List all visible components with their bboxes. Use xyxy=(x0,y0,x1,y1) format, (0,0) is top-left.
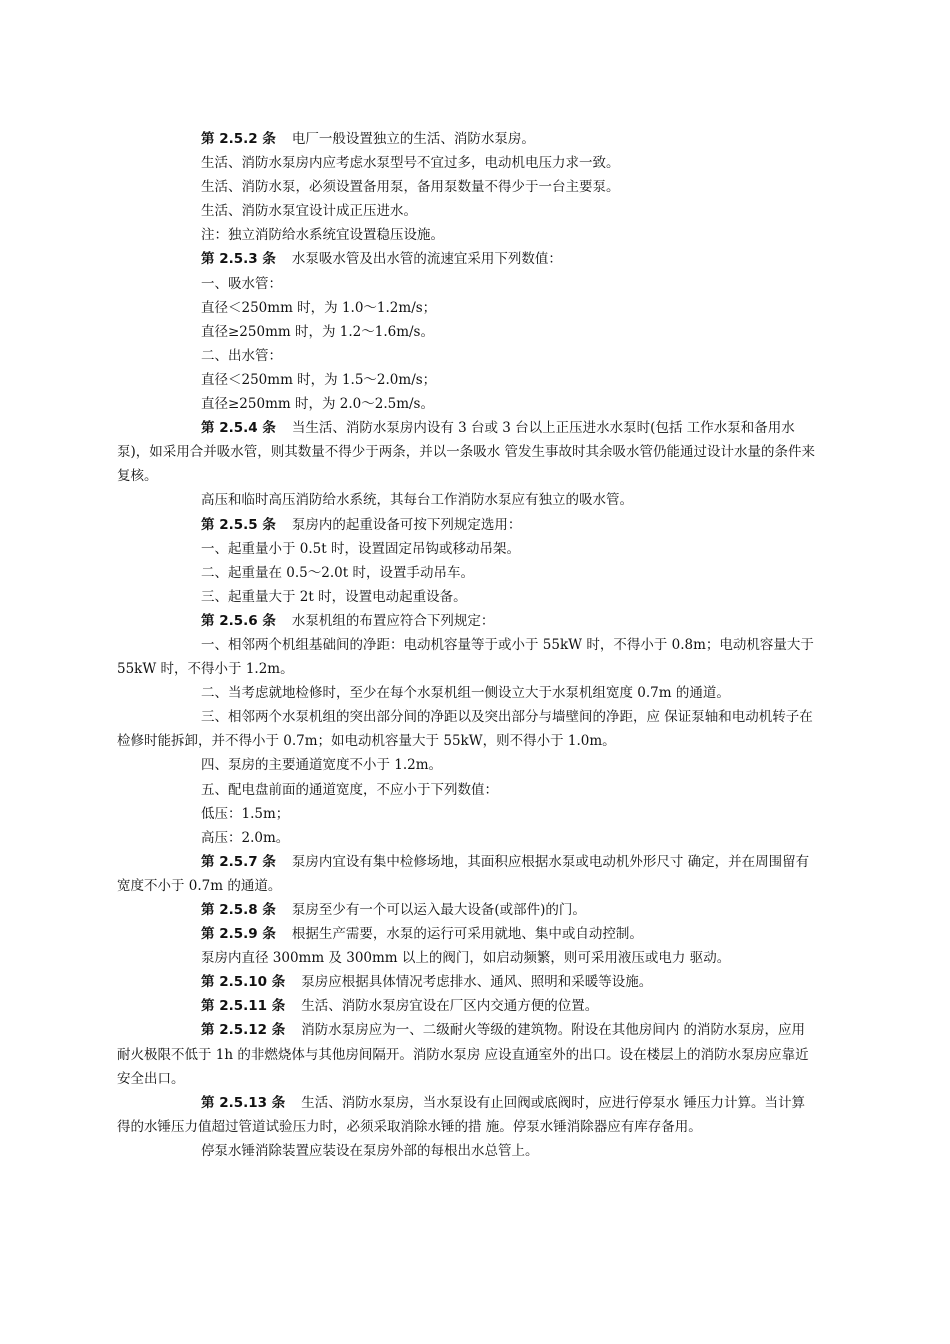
paragraph-text: 生活、消防水泵房，当水泵设有止回阀或底阀时，应进行停泵水 锤压力计算。当计算得的水锤压力值超过管道试验压力时，必须采取消除水锤的措 施。停泵水锤消除器应有库存备用。 xyxy=(117,1094,806,1135)
paragraph-text: 根据生产需要，水泵的运行可采用就地、集中或自动控制。 xyxy=(291,926,643,943)
clause-number: 第 2.5.7 条 xyxy=(201,853,276,870)
body-paragraph xyxy=(117,633,817,681)
paragraph-text: 四、泵房的主要通道宽度不小于 1.2m。 xyxy=(201,757,443,774)
paragraph-text: 一、相邻两个机组基础间的净距：电动机容量等于或小于 55kW 时，不得小于 0.8m；电动机容量大于 55kW 时，不得小于 1.2m。 xyxy=(117,636,814,678)
paragraph-text: 泵房至少有一个可以运入最大设备(或部件)的门。 xyxy=(291,902,586,918)
body-paragraph xyxy=(117,778,817,802)
paragraph-text: 水泵吸水管及出水管的流速宜采用下列数值： xyxy=(291,251,562,268)
paragraph-text: 电厂一般设置独立的生活、消防水泵房。 xyxy=(291,131,535,147)
clause-paragraph xyxy=(117,1091,817,1139)
paragraph-text: 直径＜250mm 时，为 1.5～2.0m/s； xyxy=(201,371,437,388)
clause-paragraph xyxy=(117,994,817,1018)
clause-paragraph xyxy=(117,416,817,488)
body-paragraph xyxy=(117,681,817,705)
paragraph-text: 二、起重量在 0.5～2.0t 时，设置手动吊车。 xyxy=(201,564,474,581)
body-paragraph xyxy=(117,151,817,175)
clause-number: 第 2.5.8 条 xyxy=(201,902,276,918)
clause-number: 第 2.5.13 条 xyxy=(201,1094,286,1111)
paragraph-text: 泵房应根据具体情况考虑排水、通风、照明和采暖等设施。 xyxy=(301,974,653,991)
paragraph-text: 高压和临时高压消防给水系统，其每台工作消防水泵应有独立的吸水管。 xyxy=(201,492,633,509)
paragraph-text: 生活、消防水泵宜设计成正压进水。 xyxy=(201,203,417,220)
clause-number: 第 2.5.2 条 xyxy=(201,131,276,147)
paragraph-text: 生活、消防水泵房内应考虑水泵型号不宜过多，电动机电压力求一致。 xyxy=(201,155,620,172)
clause-number: 第 2.5.9 条 xyxy=(201,926,276,943)
paragraph-text: 泵房内的起重设备可按下列规定选用： xyxy=(291,516,522,533)
clause-number: 第 2.5.4 条 xyxy=(201,420,276,437)
paragraph-text: 二、出水管： xyxy=(201,347,282,364)
body-paragraph xyxy=(117,296,817,320)
paragraph-text: 消防水泵房应为一、二级耐火等级的建筑物。附设在其他房间内 的消防水泵房，应用耐火极限不低于 1h 的非燃烧体与其他房间隔开。消防水泵房 应设直通室外的出口。设在楼层上的消防水泵房应靠近安全出口。 xyxy=(117,1022,809,1087)
paragraph-text: 五、配电盘前面的通道宽度，不应小于下列数值： xyxy=(201,781,498,798)
document-body xyxy=(117,127,817,1163)
clause-paragraph xyxy=(117,898,817,922)
clause-paragraph xyxy=(117,127,817,151)
body-paragraph xyxy=(117,946,817,970)
paragraph-text: 停泵水锤消除装置应装设在泵房外部的每根出水总管上。 xyxy=(201,1142,539,1159)
clause-paragraph xyxy=(117,513,817,537)
paragraph-text: 一、吸水管： xyxy=(201,275,282,292)
body-paragraph xyxy=(117,344,817,368)
paragraph-text: 水泵机组的布置应符合下列规定： xyxy=(291,612,495,629)
clause-number: 第 2.5.3 条 xyxy=(201,251,276,268)
clause-paragraph xyxy=(117,970,817,994)
body-paragraph xyxy=(117,802,817,826)
paragraph-text: 一、起重量小于 0.5t 时，设置固定吊钩或移动吊架。 xyxy=(201,540,520,557)
clause-paragraph xyxy=(117,609,817,633)
body-paragraph xyxy=(117,175,817,199)
paragraph-text: 三、起重量大于 2t 时，设置电动起重设备。 xyxy=(201,588,467,605)
clause-number: 第 2.5.10 条 xyxy=(201,974,286,991)
clause-number: 第 2.5.6 条 xyxy=(201,612,276,629)
clause-number: 第 2.5.11 条 xyxy=(201,998,286,1015)
paragraph-text: 注：独立消防给水系统宜设置稳压设施。 xyxy=(201,227,444,244)
paragraph-text: 当生活、消防水泵房内设有 3 台或 3 台以上正压进水水泵时(包括 工作水泵和备用水泵)，如采用合并吸水管，则其数量不得少于两条，并以一条吸水 管发生事故时其余吸水管仍能通过设计水量的条件来复核。 xyxy=(117,420,816,485)
body-paragraph xyxy=(117,368,817,392)
paragraph-text: 直径≥250mm 时，为 2.0～2.5m/s。 xyxy=(201,396,434,413)
body-paragraph xyxy=(117,826,817,850)
body-paragraph xyxy=(117,272,817,296)
body-paragraph xyxy=(117,753,817,777)
paragraph-text: 泵房内宜设有集中检修场地，其面积应根据水泵或电动机外形尺寸 确定，并在周围留有宽度不小于 0.7m 的通道。 xyxy=(117,853,810,894)
clause-paragraph xyxy=(117,247,817,271)
body-paragraph xyxy=(117,537,817,561)
body-paragraph xyxy=(117,488,817,512)
paragraph-text: 三、相邻两个水泵机组的突出部分间的净距以及突出部分与墙壁间的净距，应 保证泵轴和电动机转子在检修时能拆卸，并不得小于 0.7m；如电动机容量大于 55kW，则不得小于 1.0m。 xyxy=(117,709,813,750)
body-paragraph xyxy=(117,585,817,609)
body-paragraph xyxy=(117,320,817,344)
paragraph-text: 高压：2.0m。 xyxy=(201,829,290,846)
clause-paragraph xyxy=(117,1018,817,1090)
clause-number: 第 2.5.12 条 xyxy=(201,1022,286,1039)
clause-paragraph xyxy=(117,850,817,898)
body-paragraph xyxy=(117,223,817,247)
paragraph-text: 直径≥250mm 时，为 1.2～1.6m/s。 xyxy=(201,323,434,340)
paragraph-text: 二、当考虑就地检修时，至少在每个水泵机组一侧设立大于水泵机组宽度 0.7m 的通道。 xyxy=(201,685,730,702)
clause-number: 第 2.5.5 条 xyxy=(201,516,276,533)
body-paragraph xyxy=(117,392,817,416)
paragraph-text: 生活、消防水泵，必须设置备用泵，备用泵数量不得少于一台主要泵。 xyxy=(201,179,620,196)
paragraph-text: 泵房内直径 300mm 及 300mm 以上的阀门，如启动频繁，则可采用液压或电力 驱动。 xyxy=(201,950,731,967)
paragraph-text: 直径＜250mm 时，为 1.0～1.2m/s； xyxy=(201,299,437,316)
body-paragraph xyxy=(117,705,817,753)
body-paragraph xyxy=(117,561,817,585)
paragraph-text: 低压：1.5m； xyxy=(201,805,290,822)
body-paragraph xyxy=(117,1139,817,1163)
paragraph-text: 生活、消防水泵房宜设在厂区内交通方便的位置。 xyxy=(301,998,599,1015)
body-paragraph xyxy=(117,199,817,223)
clause-paragraph xyxy=(117,922,817,946)
